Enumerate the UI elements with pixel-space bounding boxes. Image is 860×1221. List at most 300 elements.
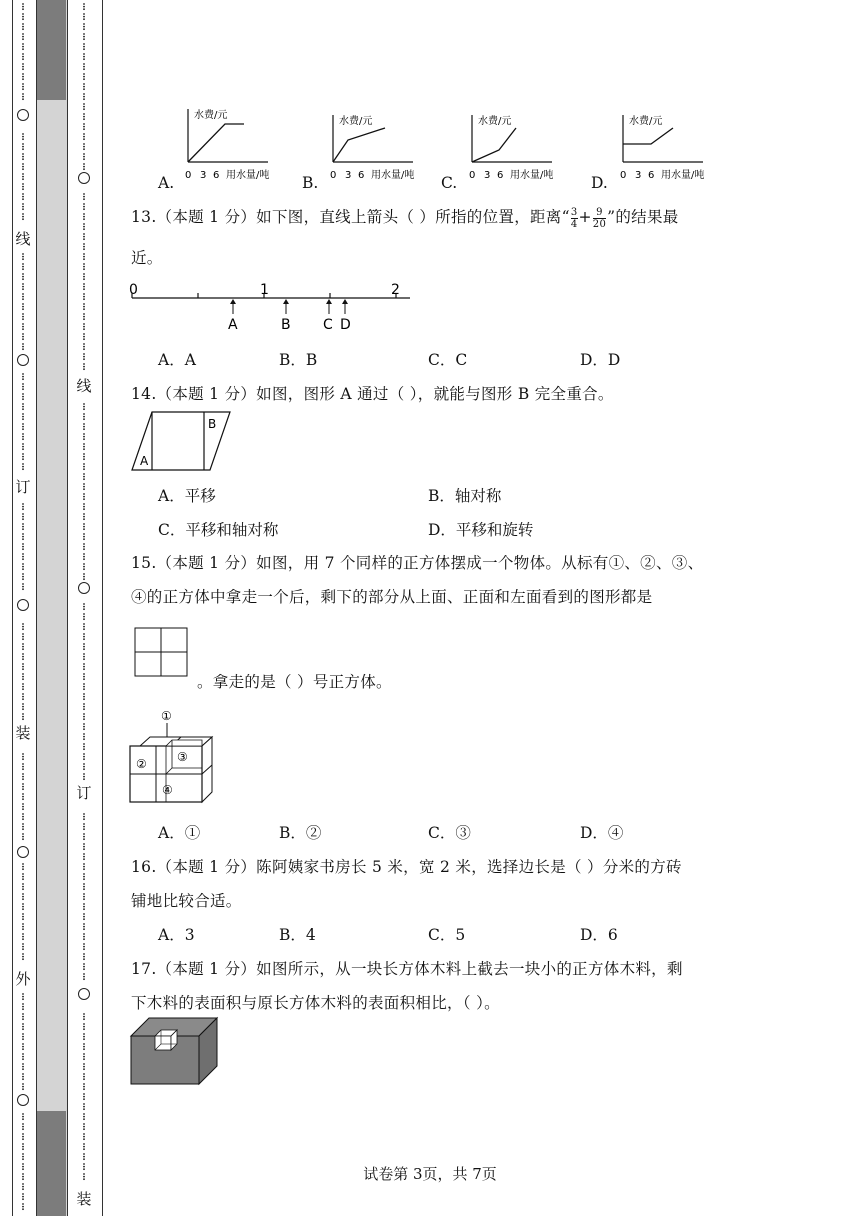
margin-dot	[83, 773, 85, 775]
margin-dot	[83, 1153, 85, 1155]
margin-dot	[22, 253, 24, 255]
arrow-a-label: A	[228, 317, 238, 333]
margin-dot	[83, 88, 85, 90]
margin-dot	[22, 3, 24, 5]
margin-dot	[83, 746, 85, 748]
margin-dot	[22, 203, 24, 205]
margin-dot	[22, 923, 24, 925]
margin-dot	[83, 68, 85, 70]
margin-dot	[22, 698, 24, 700]
margin-dot	[83, 1033, 85, 1035]
margin-dot	[22, 196, 24, 198]
margin-dot	[83, 953, 85, 955]
q15-option-c[interactable]: C．③	[428, 824, 471, 842]
margin-dot	[83, 168, 85, 170]
margin-dot	[22, 1116, 24, 1118]
margin-dot	[83, 1116, 85, 1118]
margin-dot	[22, 26, 24, 28]
margin-dot	[22, 1193, 24, 1195]
margin-dot	[83, 698, 85, 700]
q17-stem-line2: 下木料的表面积与原长方体木料的表面积相比，（ ）。	[131, 994, 500, 1012]
margin-dot	[22, 666, 24, 668]
cube-label-1: ①	[161, 709, 172, 723]
margin-dot	[22, 346, 24, 348]
margin-dot	[83, 778, 85, 780]
margin-dot	[22, 936, 24, 938]
margin-dot	[83, 126, 85, 128]
q13-frac2-den: 20	[592, 218, 607, 230]
margin-dot	[22, 536, 24, 538]
margin-dot	[22, 898, 24, 900]
margin-dot	[22, 283, 24, 285]
margin-dot	[22, 518, 24, 520]
margin-dot	[22, 28, 24, 30]
q12-b-xlabel: 用水量/吨	[371, 170, 415, 181]
margin-dot	[22, 1186, 24, 1188]
margin-dot	[22, 1038, 24, 1040]
margin-dot	[22, 388, 24, 390]
margin-dot	[83, 496, 85, 498]
margin-dot	[22, 313, 24, 315]
margin-dot	[83, 1143, 85, 1145]
margin-dot	[22, 406, 24, 408]
margin-dot	[22, 893, 24, 895]
margin-dot	[22, 463, 24, 465]
margin-dot	[22, 1146, 24, 1148]
q12-d-ylabel: 水费/元	[629, 116, 663, 127]
margin-dot	[22, 1138, 24, 1140]
q12-a-tick-0: 0	[185, 170, 192, 181]
margin-dot	[22, 396, 24, 398]
margin-dot	[22, 758, 24, 760]
margin-dot	[83, 546, 85, 548]
q15-view-grid	[134, 627, 190, 679]
margin-dot	[83, 528, 85, 530]
margin-dot	[22, 1126, 24, 1128]
margin-dot	[83, 1043, 85, 1045]
margin-dot	[83, 713, 85, 715]
margin-dot	[22, 558, 24, 560]
margin-dot	[22, 46, 24, 48]
margin-dot	[22, 926, 24, 928]
margin-dot	[83, 706, 85, 708]
margin-dot	[83, 446, 85, 448]
margin-dot	[83, 113, 85, 115]
q12-graph-b	[325, 110, 440, 186]
q12-b-ylabel: 水费/元	[339, 116, 373, 127]
margin-dot	[83, 683, 85, 685]
margin-dot	[83, 8, 85, 10]
margin-dot	[83, 543, 85, 545]
margin-dot	[22, 1086, 24, 1088]
q16-option-a[interactable]: A．3	[158, 926, 195, 944]
margin-dot	[22, 1136, 24, 1138]
margin-dot	[22, 1133, 24, 1135]
margin-dot	[22, 1046, 24, 1048]
page-footer: 试卷第 3页，共 7页	[363, 1165, 497, 1183]
margin-dot	[83, 58, 85, 60]
margin-dot	[83, 1096, 85, 1098]
q12-graph-a	[180, 104, 300, 186]
margin-dot	[83, 348, 85, 350]
margin-dot	[83, 366, 85, 368]
margin-dot	[83, 603, 85, 605]
margin-dot	[83, 443, 85, 445]
margin-dot	[83, 553, 85, 555]
q15-cube-figure	[128, 706, 218, 806]
margin-dot	[22, 786, 24, 788]
inner-label-zhuang: 装	[76, 1190, 92, 1208]
margin-dot	[83, 343, 85, 345]
margin-dot	[83, 346, 85, 348]
margin-dot	[22, 578, 24, 580]
margin-dot	[22, 928, 24, 930]
margin-dot	[83, 1146, 85, 1148]
margin-dot	[83, 1156, 85, 1158]
margin-dot	[83, 418, 85, 420]
margin-dot	[22, 676, 24, 678]
margin-dot	[22, 146, 24, 148]
margin-dot	[83, 626, 85, 628]
margin-dot	[22, 663, 24, 665]
margin-dot	[22, 793, 24, 795]
margin-dot	[83, 726, 85, 728]
q13-plus: +	[578, 208, 592, 226]
q13-option-a[interactable]: A．A	[158, 351, 196, 369]
margin-dot	[83, 668, 85, 670]
margin-dot	[83, 903, 85, 905]
q13-option-c[interactable]: C．C	[428, 351, 468, 369]
margin-dot	[22, 1088, 24, 1090]
margin-dot	[22, 63, 24, 65]
margin-dot	[22, 586, 24, 588]
margin-dot	[83, 1056, 85, 1058]
margin-dot	[22, 426, 24, 428]
q12-c-tick-6: 6	[497, 170, 504, 181]
margin-dot	[83, 646, 85, 648]
q13-number-line	[128, 280, 418, 335]
q14-option-a[interactable]: A．平移	[158, 487, 216, 505]
margin-dot	[22, 768, 24, 770]
margin-dot	[22, 778, 24, 780]
margin-dot	[83, 838, 85, 840]
margin-dot	[83, 266, 85, 268]
margin-dot	[83, 66, 85, 68]
margin-dot	[22, 823, 24, 825]
margin-dot	[22, 148, 24, 150]
margin-dot	[83, 243, 85, 245]
margin-dot	[22, 756, 24, 758]
margin-dot	[83, 848, 85, 850]
q12-a-tick-6: 6	[213, 170, 220, 181]
margin-dot	[22, 1123, 24, 1125]
margin-dot	[83, 226, 85, 228]
margin-dot	[83, 946, 85, 948]
margin-dot	[83, 536, 85, 538]
margin-dot	[83, 336, 85, 338]
margin-dot	[22, 863, 24, 865]
q16-stem-line1: 16.（本题 1 分）陈阿姨家书房长 5 米，宽 2 米，选择边长是（ ）分米的方砖	[131, 858, 682, 876]
q14-label-b: B	[208, 417, 217, 431]
margin-dot	[83, 623, 85, 625]
margin-dot	[83, 718, 85, 720]
margin-dot	[83, 628, 85, 630]
margin-dot	[83, 308, 85, 310]
margin-dot	[83, 836, 85, 838]
margin-dot	[22, 98, 24, 100]
margin-dot	[83, 153, 85, 155]
margin-dot	[83, 686, 85, 688]
q13-stem-a: 13.（本题 1 分）如下图，直线上箭头（ ）所指的位置，距离“	[131, 208, 570, 226]
margin-dot	[22, 556, 24, 558]
margin-dot	[22, 1016, 24, 1018]
margin-dot	[83, 768, 85, 770]
margin-dot	[83, 1036, 85, 1038]
margin-dot	[22, 533, 24, 535]
margin-dot	[22, 503, 24, 505]
margin-dot	[22, 373, 24, 375]
margin-dot	[22, 1113, 24, 1115]
margin-dot	[22, 716, 24, 718]
margin-dot	[83, 353, 85, 355]
margin-dot	[22, 626, 24, 628]
q16-option-c[interactable]: C．5	[428, 926, 466, 944]
margin-dot	[83, 1016, 85, 1018]
q14-option-d[interactable]: D．平移和旋转	[428, 521, 534, 539]
margin-dot	[83, 656, 85, 658]
margin-dot	[22, 53, 24, 55]
margin-dot	[22, 448, 24, 450]
q16-option-d[interactable]: D．6	[580, 926, 618, 944]
margin-dot	[22, 408, 24, 410]
margin-dot	[83, 1086, 85, 1088]
margin-dot	[22, 318, 24, 320]
margin-dot	[22, 198, 24, 200]
margin-dot	[83, 853, 85, 855]
margin-dot	[22, 888, 24, 890]
numberline-tick-2: 2	[391, 282, 400, 298]
margin-dot	[22, 706, 24, 708]
margin-dot	[22, 576, 24, 578]
margin-dot	[83, 98, 85, 100]
margin-dot	[22, 568, 24, 570]
q14-option-b[interactable]: B．轴对称	[428, 487, 502, 505]
margin-dot	[22, 433, 24, 435]
margin-dot	[83, 818, 85, 820]
margin-dot	[22, 933, 24, 935]
arrow-c	[326, 299, 332, 314]
margin-dot	[22, 588, 24, 590]
margin-dot	[22, 1083, 24, 1085]
inner-label-ding: 订	[76, 784, 92, 802]
q14-option-c[interactable]: C．平移和轴对称	[158, 521, 279, 539]
margin-dot	[22, 216, 24, 218]
margin-dot	[22, 828, 24, 830]
margin-dot	[22, 646, 24, 648]
margin-dot	[22, 66, 24, 68]
margin-dot	[22, 303, 24, 305]
margin-dot	[22, 166, 24, 168]
margin-dot	[83, 86, 85, 88]
margin-dot	[22, 13, 24, 15]
margin-dot	[22, 783, 24, 785]
margin-dot	[22, 866, 24, 868]
margin-dot	[22, 398, 24, 400]
margin-dot	[83, 413, 85, 415]
margin-dot	[83, 433, 85, 435]
margin-dot	[83, 1068, 85, 1070]
q15-option-d[interactable]: D．④	[580, 824, 624, 842]
margin-dot	[83, 873, 85, 875]
margin-dot	[83, 883, 85, 885]
margin-dot	[83, 523, 85, 525]
q12-c-tick-0: 0	[469, 170, 476, 181]
margin-dot	[22, 323, 24, 325]
margin-dot	[83, 456, 85, 458]
q12-graph-c	[464, 110, 579, 186]
margin-dot	[83, 473, 85, 475]
margin-dot	[22, 806, 24, 808]
inner-dots-svg	[74, 0, 94, 1216]
q12-d-tick-0: 0	[620, 170, 627, 181]
margin-dot	[22, 1048, 24, 1050]
margin-dot	[83, 296, 85, 298]
margin-dot	[22, 96, 24, 98]
margin-dot	[83, 1126, 85, 1128]
margin-dot	[22, 913, 24, 915]
margin-dot	[83, 76, 85, 78]
margin-dot	[22, 1076, 24, 1078]
margin-dot	[83, 733, 85, 735]
margin-dot	[83, 108, 85, 110]
margin-dot	[83, 228, 85, 230]
margin-dot	[83, 828, 85, 830]
margin-dot	[83, 16, 85, 18]
margin-dot	[22, 1053, 24, 1055]
margin-dot	[83, 1023, 85, 1025]
margin-dot	[22, 23, 24, 25]
arrow-d	[342, 299, 348, 314]
margin-dot	[83, 483, 85, 485]
margin-dot	[22, 1018, 24, 1020]
margin-dot	[22, 296, 24, 298]
margin-dot	[22, 943, 24, 945]
margin-dot	[83, 1063, 85, 1065]
margin-dot	[22, 153, 24, 155]
margin-dot	[22, 193, 24, 195]
margin-dot	[83, 948, 85, 950]
margin-dot	[83, 326, 85, 328]
margin-dot	[22, 656, 24, 658]
margin-dot	[22, 393, 24, 395]
margin-dot	[83, 488, 85, 490]
margin-dot	[83, 906, 85, 908]
q15-option-b[interactable]: B．②	[279, 824, 322, 842]
margin-dot	[83, 868, 85, 870]
margin-dot	[83, 288, 85, 290]
q12-b-tick-6: 6	[358, 170, 365, 181]
margin-dot	[22, 306, 24, 308]
q16-option-b[interactable]: B．4	[279, 926, 316, 944]
margin-dot	[22, 658, 24, 660]
q12-option-b-label: B.	[302, 174, 319, 192]
margin-dot	[22, 956, 24, 958]
margin-dot	[83, 826, 85, 828]
margin-dot	[22, 886, 24, 888]
margin-dot	[83, 233, 85, 235]
margin-dot	[22, 286, 24, 288]
margin-dot	[83, 278, 85, 280]
margin-dot	[83, 1058, 85, 1060]
margin-dot	[83, 78, 85, 80]
margin-dot	[22, 546, 24, 548]
margin-dot	[83, 96, 85, 98]
margin-dot	[22, 263, 24, 265]
margin-dot	[83, 856, 85, 858]
margin-dot	[83, 276, 85, 278]
arrow-b	[283, 299, 289, 314]
margin-circle-icon	[79, 583, 90, 594]
margin-dot	[22, 338, 24, 340]
q14-figure	[128, 408, 238, 474]
margin-dot	[83, 256, 85, 258]
margin-dot	[83, 453, 85, 455]
margin-dot	[83, 253, 85, 255]
margin-dot	[22, 1008, 24, 1010]
margin-dot	[83, 723, 85, 725]
margin-dot	[22, 903, 24, 905]
margin-dot	[83, 1158, 85, 1160]
margin-dot	[83, 128, 85, 130]
margin-dot	[22, 333, 24, 335]
q13-option-b[interactable]: B．B	[279, 351, 318, 369]
margin-dot	[83, 1113, 85, 1115]
margin-dot	[22, 638, 24, 640]
margin-dot	[83, 1133, 85, 1135]
margin-dot	[83, 408, 85, 410]
margin-dot	[22, 958, 24, 960]
margin-dot	[83, 728, 85, 730]
margin-dot	[22, 636, 24, 638]
margin-dot	[83, 138, 85, 140]
margin-dot	[83, 738, 85, 740]
margin-dot	[83, 933, 85, 935]
margin-dot	[22, 213, 24, 215]
margin-dot	[83, 356, 85, 358]
margin-dot	[83, 1093, 85, 1095]
margin-dot	[22, 628, 24, 630]
margin-dot	[22, 1158, 24, 1160]
margin-dot	[83, 753, 85, 755]
q13-option-d[interactable]: D．D	[580, 351, 621, 369]
margin-dot	[22, 876, 24, 878]
margin-dot	[83, 26, 85, 28]
margin-dot	[22, 696, 24, 698]
margin-dot	[22, 668, 24, 670]
margin-dot	[22, 436, 24, 438]
q15-option-a[interactable]: A．①	[158, 824, 201, 842]
margin-dot	[83, 1118, 85, 1120]
margin-dot	[22, 256, 24, 258]
margin-dot	[22, 543, 24, 545]
margin-dot	[83, 923, 85, 925]
margin-dot	[83, 766, 85, 768]
arrow-b-label: B	[281, 317, 291, 333]
margin-dot	[22, 86, 24, 88]
margin-dot	[22, 1206, 24, 1208]
margin-dot	[22, 946, 24, 948]
margin-dot	[83, 1013, 85, 1015]
